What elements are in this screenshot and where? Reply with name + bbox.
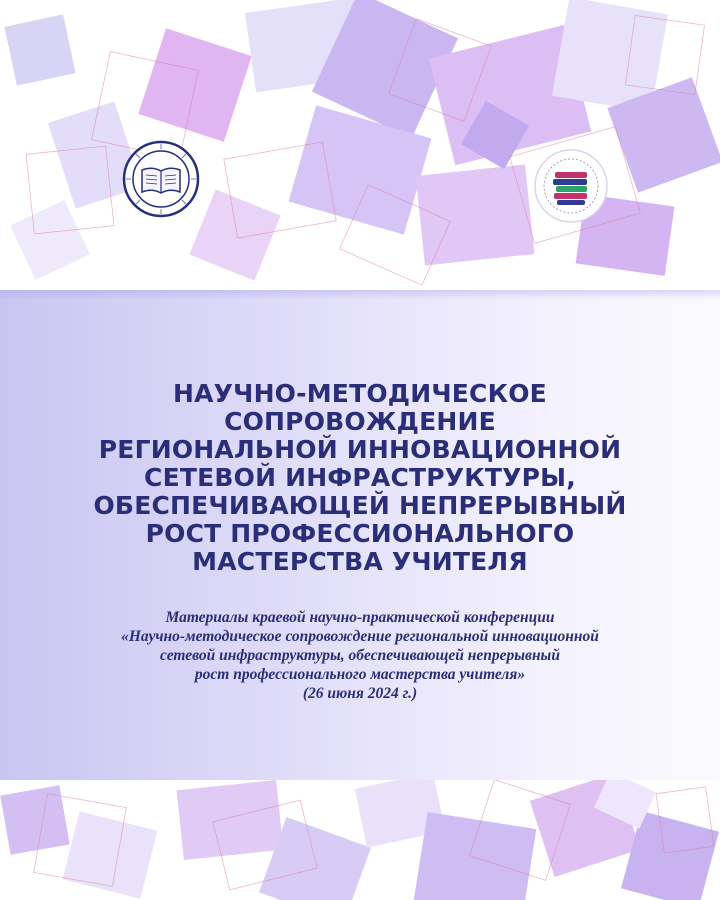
conference-date: (26 июня 2024 г.) bbox=[302, 685, 418, 702]
ministry-logo bbox=[122, 140, 200, 218]
title-line: РОСТ ПРОФЕССИОНАЛЬНОГО bbox=[145, 519, 575, 548]
institute-logo bbox=[533, 148, 609, 224]
subtitle-line: «Научно-методическое сопровождение региональной инновационной bbox=[121, 628, 599, 645]
document-title bbox=[60, 380, 660, 576]
stacked-books-emblem-icon bbox=[533, 148, 609, 224]
conference-subtitle bbox=[60, 608, 660, 703]
title-line: НАУЧНО-МЕТОДИЧЕСКОЕ bbox=[173, 379, 547, 408]
decorative-bottom-pattern bbox=[0, 780, 720, 900]
title-line: МАСТЕРСТВА УЧИТЕЛЯ bbox=[192, 547, 528, 576]
subtitle-line: рост профессионального мастерства учителя» bbox=[194, 666, 526, 683]
title-line: СЕТЕВОЙ ИНФРАСТРУКТУРЫ, bbox=[144, 463, 576, 492]
title-line: ОБЕСПЕЧИВАЮЩЕЙ НЕПРЕРЫВНЫЙ bbox=[93, 491, 627, 520]
title-line: СОПРОВОЖДЕНИЕ bbox=[224, 407, 496, 436]
decorative-top-pattern bbox=[0, 0, 720, 290]
open-book-emblem-icon bbox=[122, 140, 200, 218]
title-line: РЕГИОНАЛЬНОЙ ИННОВАЦИОННОЙ bbox=[98, 435, 622, 464]
subtitle-line: сетевой инфраструктуры, обеспечивающей непрерывный bbox=[160, 647, 560, 664]
subtitle-line: Материалы краевой научно-практической конференции bbox=[165, 609, 555, 626]
